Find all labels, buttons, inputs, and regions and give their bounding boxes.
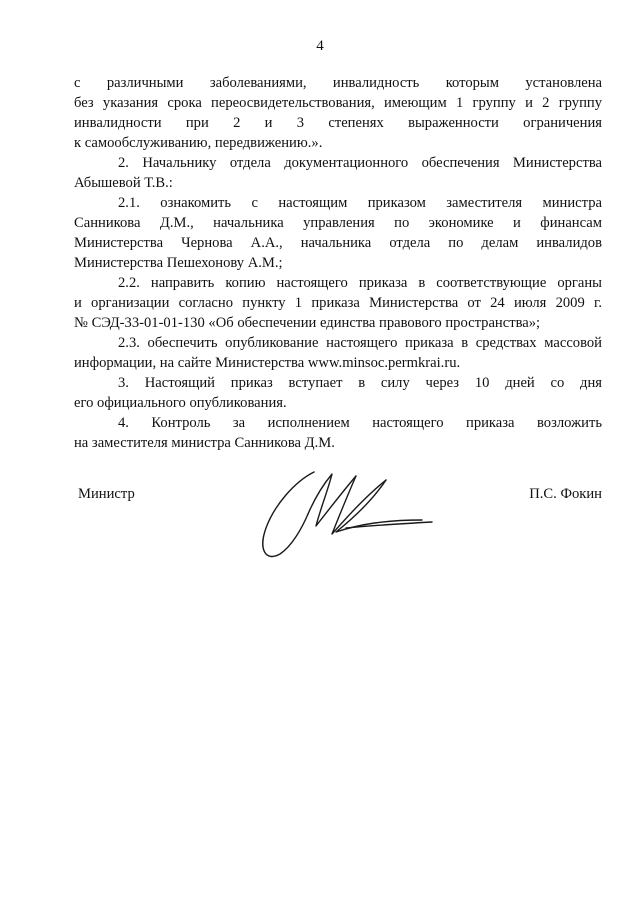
document-body [74, 73, 602, 453]
text-line: на заместителя министра Санникова Д.М. [74, 435, 335, 451]
text-line: информации, на сайте Министерства www.minsoc.permkrai.ru. [74, 355, 461, 371]
paragraph-4 [74, 413, 602, 453]
signature-block [74, 472, 602, 582]
paragraph-3 [74, 373, 602, 413]
text-line: инвалидности при 2 и 3 степенях выраженности ограничения [74, 115, 602, 131]
text-line: 4. Контроль за исполнением настоящего приказа возложить [118, 415, 602, 431]
handwritten-signature [236, 458, 436, 568]
text-line: 3. Настоящий приказ вступает в силу через 10 дней со дня [118, 375, 602, 391]
text-line: с различными заболеваниями, инвалидность которым установлена [74, 75, 602, 91]
signatory-title: Министр [78, 486, 135, 502]
text-line: 2.2. направить копию настоящего приказа в соответствующие органы [118, 275, 602, 291]
text-line: 2. Начальнику отдела документационного обеспечения Министерства [118, 155, 602, 171]
text-line: 2.3. обеспечить опубликование настоящего приказа в средствах массовой [118, 335, 602, 351]
paragraph-2 [74, 153, 602, 193]
paragraph-1-continuation [74, 73, 602, 153]
signatory-name: П.С. Фокин [529, 486, 602, 502]
text-line: к самообслуживанию, передвижению.». [74, 135, 323, 151]
text-line: Министерства Чернова А.А., начальника отдела по делам инвалидов [74, 235, 602, 251]
paragraph-2-2 [74, 273, 602, 333]
text-line: без указания срока переосвидетельствования, имеющим 1 группу и 2 группу [74, 95, 602, 111]
text-line: 2.1. ознакомить с настоящим приказом заместителя министра [118, 195, 602, 211]
page-number: 4 [316, 38, 324, 54]
text-line: Абышевой Т.В.: [74, 175, 173, 191]
text-line: № СЭД-33-01-01-130 «Об обеспечении единства правового пространства»; [74, 315, 541, 331]
paragraph-2-3 [74, 333, 602, 373]
paragraph-2-1 [74, 193, 602, 273]
text-line: Министерства Пешехонову А.М.; [74, 255, 283, 271]
text-line: и организации согласно пункту 1 приказа Министерства от 24 июля 2009 г. [74, 295, 602, 311]
text-line: его официального опубликования. [74, 395, 287, 411]
text-line: Санникова Д.М., начальника управления по экономике и финансам [74, 215, 602, 231]
